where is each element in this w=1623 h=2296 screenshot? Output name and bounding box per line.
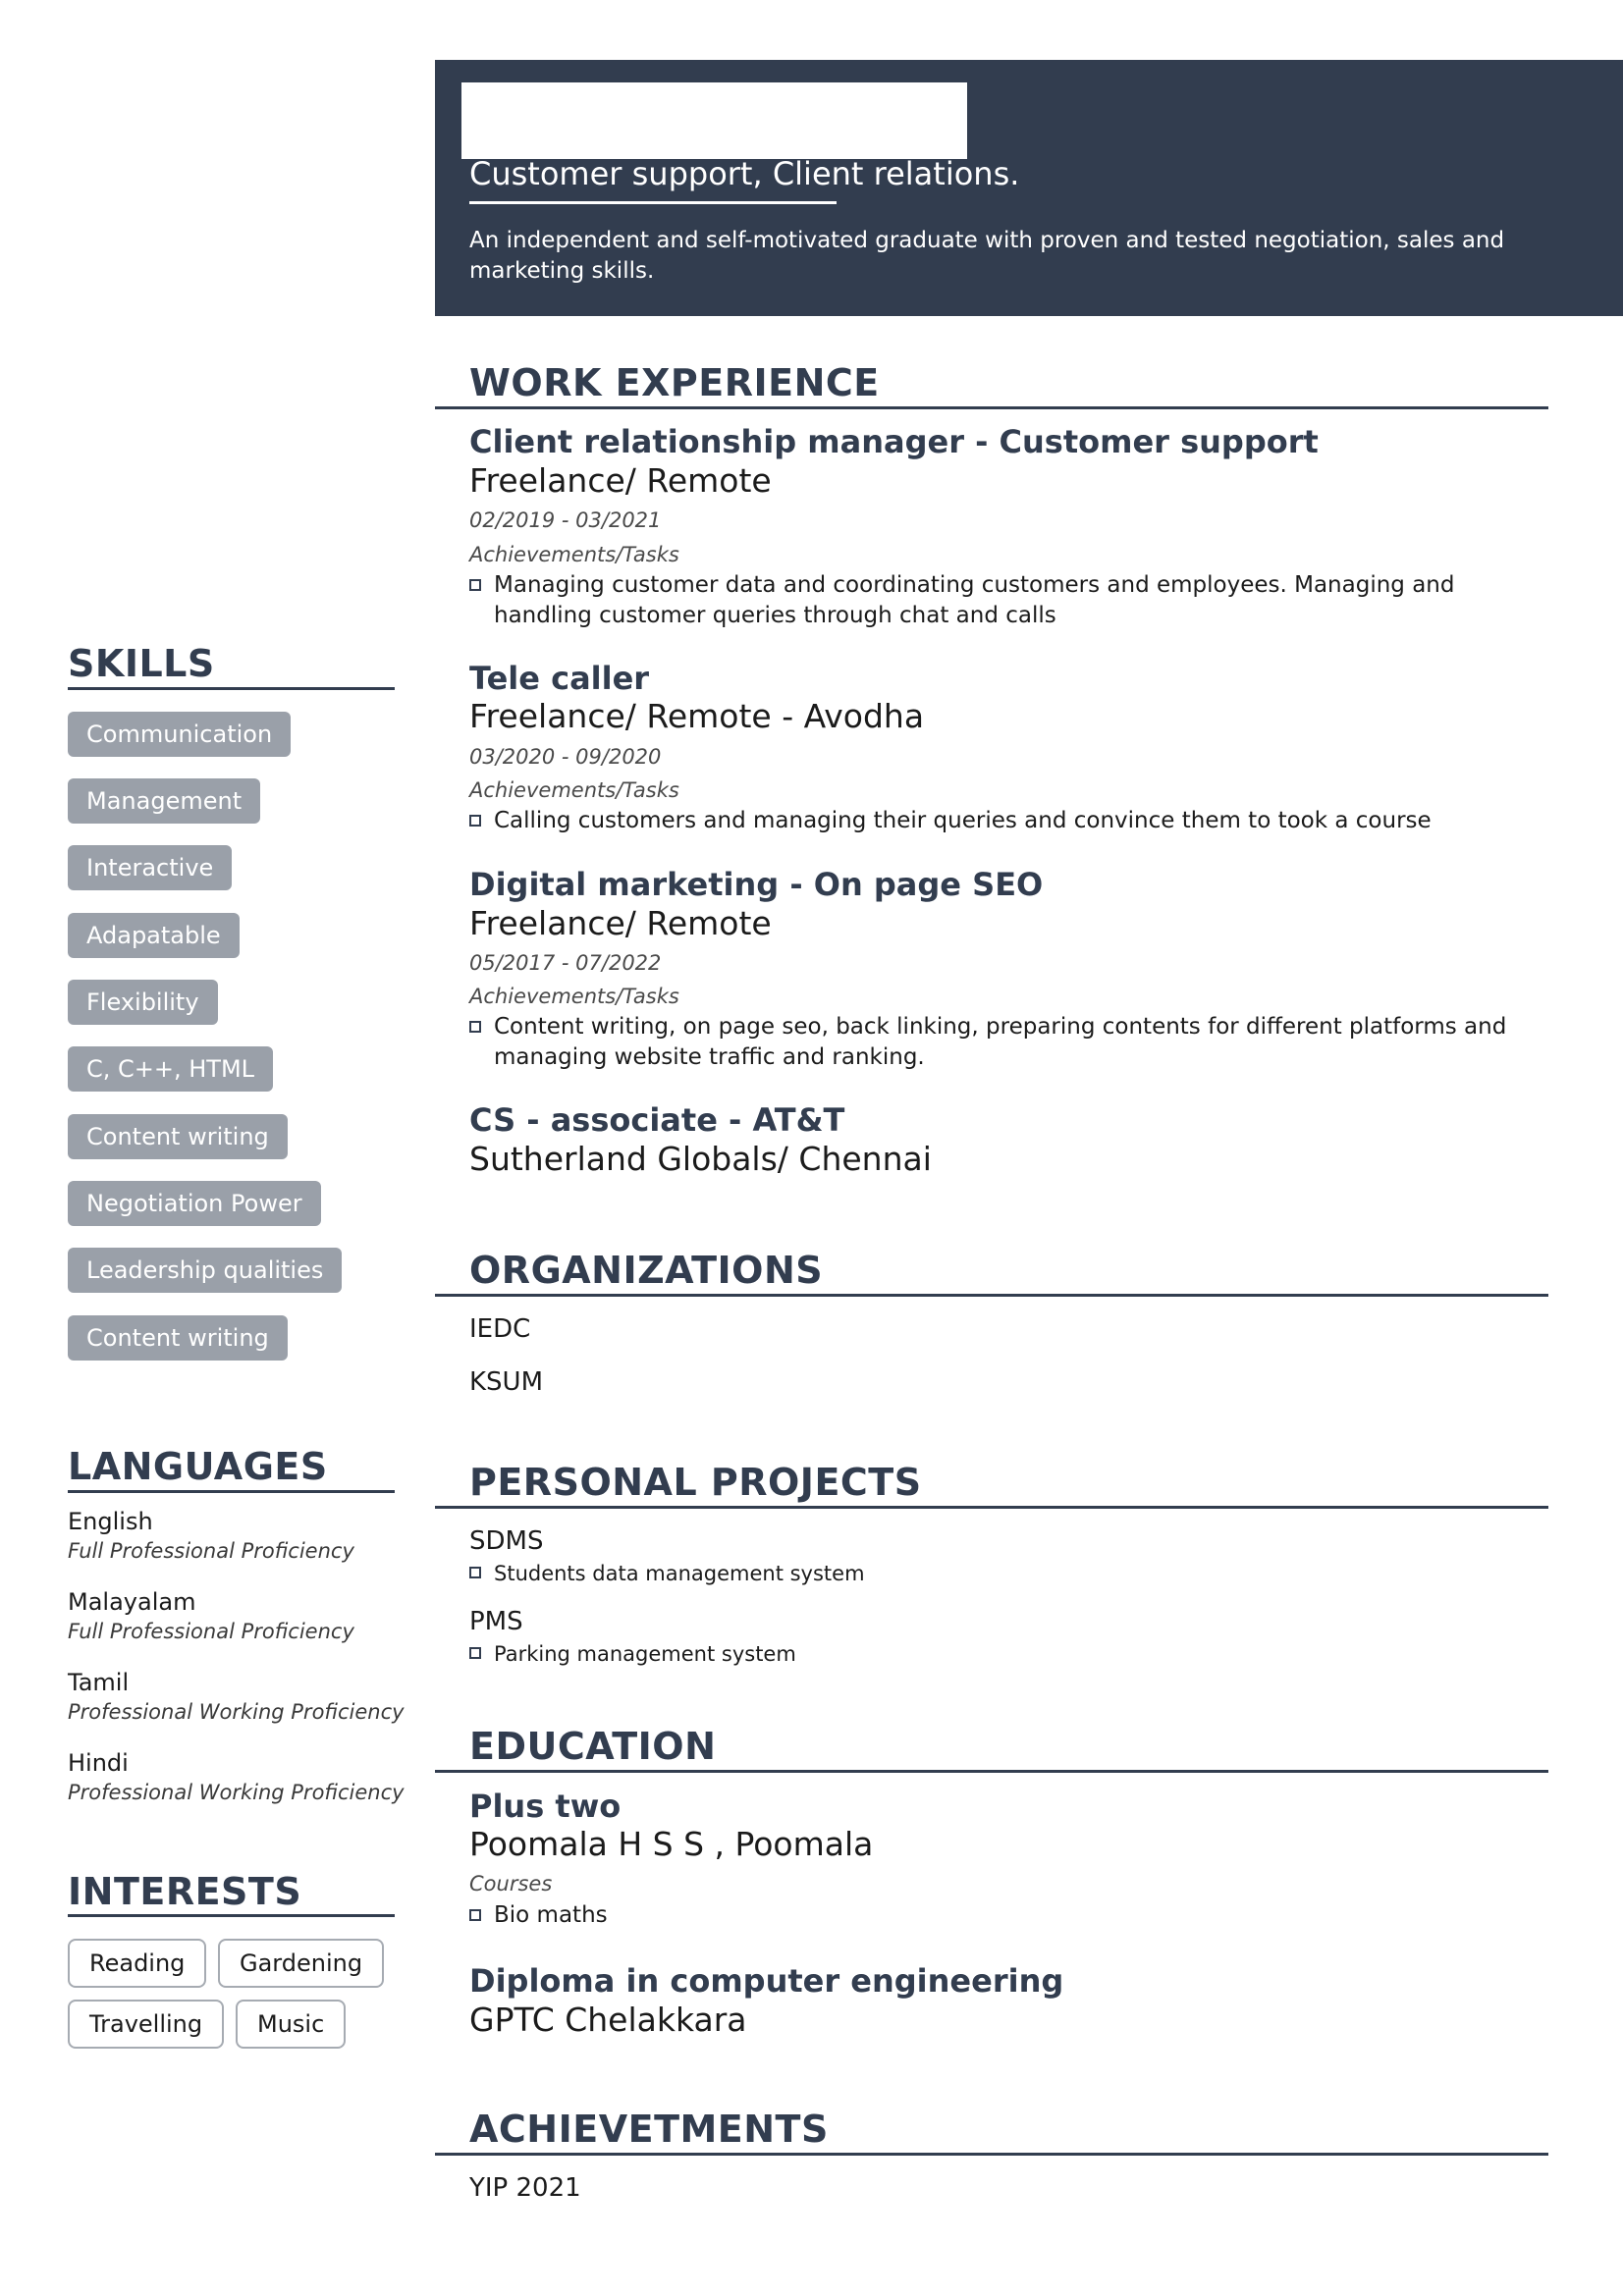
language-level: Full Professional Proficiency: [68, 1539, 354, 1563]
project-name: SDMS: [469, 1526, 544, 1556]
header-title-underline: [469, 201, 837, 204]
bullet-square-icon: [469, 1567, 481, 1578]
section-divider: [68, 1490, 395, 1493]
education-title: Diploma in computer engineering: [469, 1962, 1064, 2000]
bullet-square-icon: [469, 815, 481, 827]
section-divider: [435, 406, 1548, 409]
achievement-item: YIP 2021: [469, 2173, 581, 2203]
job-title: Client relationship manager - Customer support: [469, 423, 1319, 460]
job-task: Managing customer data and coordinating customers and employees. Managing and handling customer queries through chat and calls: [494, 572, 1455, 628]
job-tasks-label: Achievements/Tasks: [469, 543, 679, 566]
header-summary: An independent and self-motivated graduate with proven and tested negotiation, sales and marketing skills.: [469, 228, 1505, 284]
job-organization: Freelance/ Remote: [469, 461, 772, 500]
language-level: Full Professional Proficiency: [68, 1620, 354, 1643]
organization-item: KSUM: [469, 1367, 544, 1397]
section-title-achievements: ACHIEVETMENTS: [469, 2108, 829, 2151]
section-title-work: WORK EXPERIENCE: [469, 361, 880, 404]
job-task: Calling customers and managing their queries and convince them to took a course: [494, 808, 1432, 833]
language-level: Professional Working Proficiency: [68, 1781, 405, 1804]
section-title-languages: LANGUAGES: [68, 1445, 328, 1488]
skill-tag: Content writing: [68, 1114, 288, 1159]
job-organization: Freelance/ Remote - Avodha: [469, 697, 925, 735]
section-title-projects: PERSONAL PROJECTS: [469, 1461, 922, 1504]
organization-item: IEDC: [469, 1314, 531, 1344]
section-title-interests: INTERESTS: [68, 1870, 302, 1913]
language-level: Professional Working Proficiency: [68, 1700, 405, 1724]
education-course: Bio maths: [494, 1902, 608, 1928]
section-title-organizations: ORGANIZATIONS: [469, 1249, 824, 1292]
skill-tag: Content writing: [68, 1315, 288, 1361]
section-title-skills: SKILLS: [68, 642, 215, 685]
education-school: Poomala H S S , Poomala: [469, 1825, 874, 1863]
skill-tag: Negotiation Power: [68, 1181, 321, 1226]
skill-tag: Management: [68, 778, 260, 824]
job-date: 02/2019 - 03/2021: [469, 508, 662, 532]
skill-tag: Communication: [68, 712, 291, 757]
name-redaction-box: [461, 82, 967, 159]
job-tasks-label: Achievements/Tasks: [469, 778, 679, 802]
section-divider: [435, 2153, 1548, 2156]
job-date: 05/2017 - 07/2022: [469, 951, 662, 975]
skill-tag: Interactive: [68, 845, 232, 890]
interest-tag: Gardening: [218, 1939, 384, 1988]
job-organization: Sutherland Globals/ Chennai: [469, 1140, 932, 1178]
job-title: Digital marketing - On page SEO: [469, 866, 1044, 903]
bullet-square-icon: [469, 1021, 481, 1033]
job-tasks-label: Achievements/Tasks: [469, 985, 679, 1008]
section-divider: [68, 687, 395, 690]
interest-tag: Reading: [68, 1939, 206, 1988]
section-divider: [435, 1294, 1548, 1297]
language-name: Malayalam: [68, 1588, 196, 1616]
education-courses-label: Courses: [469, 1872, 553, 1896]
language-name: Hindi: [68, 1749, 129, 1777]
job-date: 03/2020 - 09/2020: [469, 745, 662, 769]
job-title: CS - associate - AT&T: [469, 1101, 845, 1139]
interest-tag: Music: [236, 2000, 346, 2049]
skill-tag: C, C++, HTML: [68, 1046, 273, 1092]
skill-tag: Adapatable: [68, 913, 240, 958]
education-school: GPTC Chelakkara: [469, 2001, 747, 2039]
bullet-square-icon: [469, 1909, 481, 1921]
language-name: Tamil: [68, 1669, 130, 1696]
project-description: Students data management system: [494, 1562, 865, 1585]
job-task: Content writing, on page seo, back linking, preparing contents for different platforms and managing website traffic and ranking.: [494, 1014, 1507, 1070]
skill-tag: Flexibility: [68, 980, 218, 1025]
bullet-square-icon: [469, 1647, 481, 1659]
section-divider: [68, 1914, 395, 1917]
interest-tag: Travelling: [68, 2000, 224, 2049]
skill-tag: Leadership qualities: [68, 1248, 342, 1293]
job-title: Tele caller: [469, 660, 650, 697]
section-title-education: EDUCATION: [469, 1725, 717, 1768]
project-name: PMS: [469, 1607, 523, 1636]
section-divider: [435, 1770, 1548, 1773]
language-name: English: [68, 1508, 153, 1535]
job-organization: Freelance/ Remote: [469, 904, 772, 942]
bullet-square-icon: [469, 579, 481, 591]
section-divider: [435, 1506, 1548, 1509]
project-description: Parking management system: [494, 1642, 796, 1666]
header-title: Customer support, Client relations.: [469, 155, 1020, 192]
education-title: Plus two: [469, 1788, 622, 1825]
